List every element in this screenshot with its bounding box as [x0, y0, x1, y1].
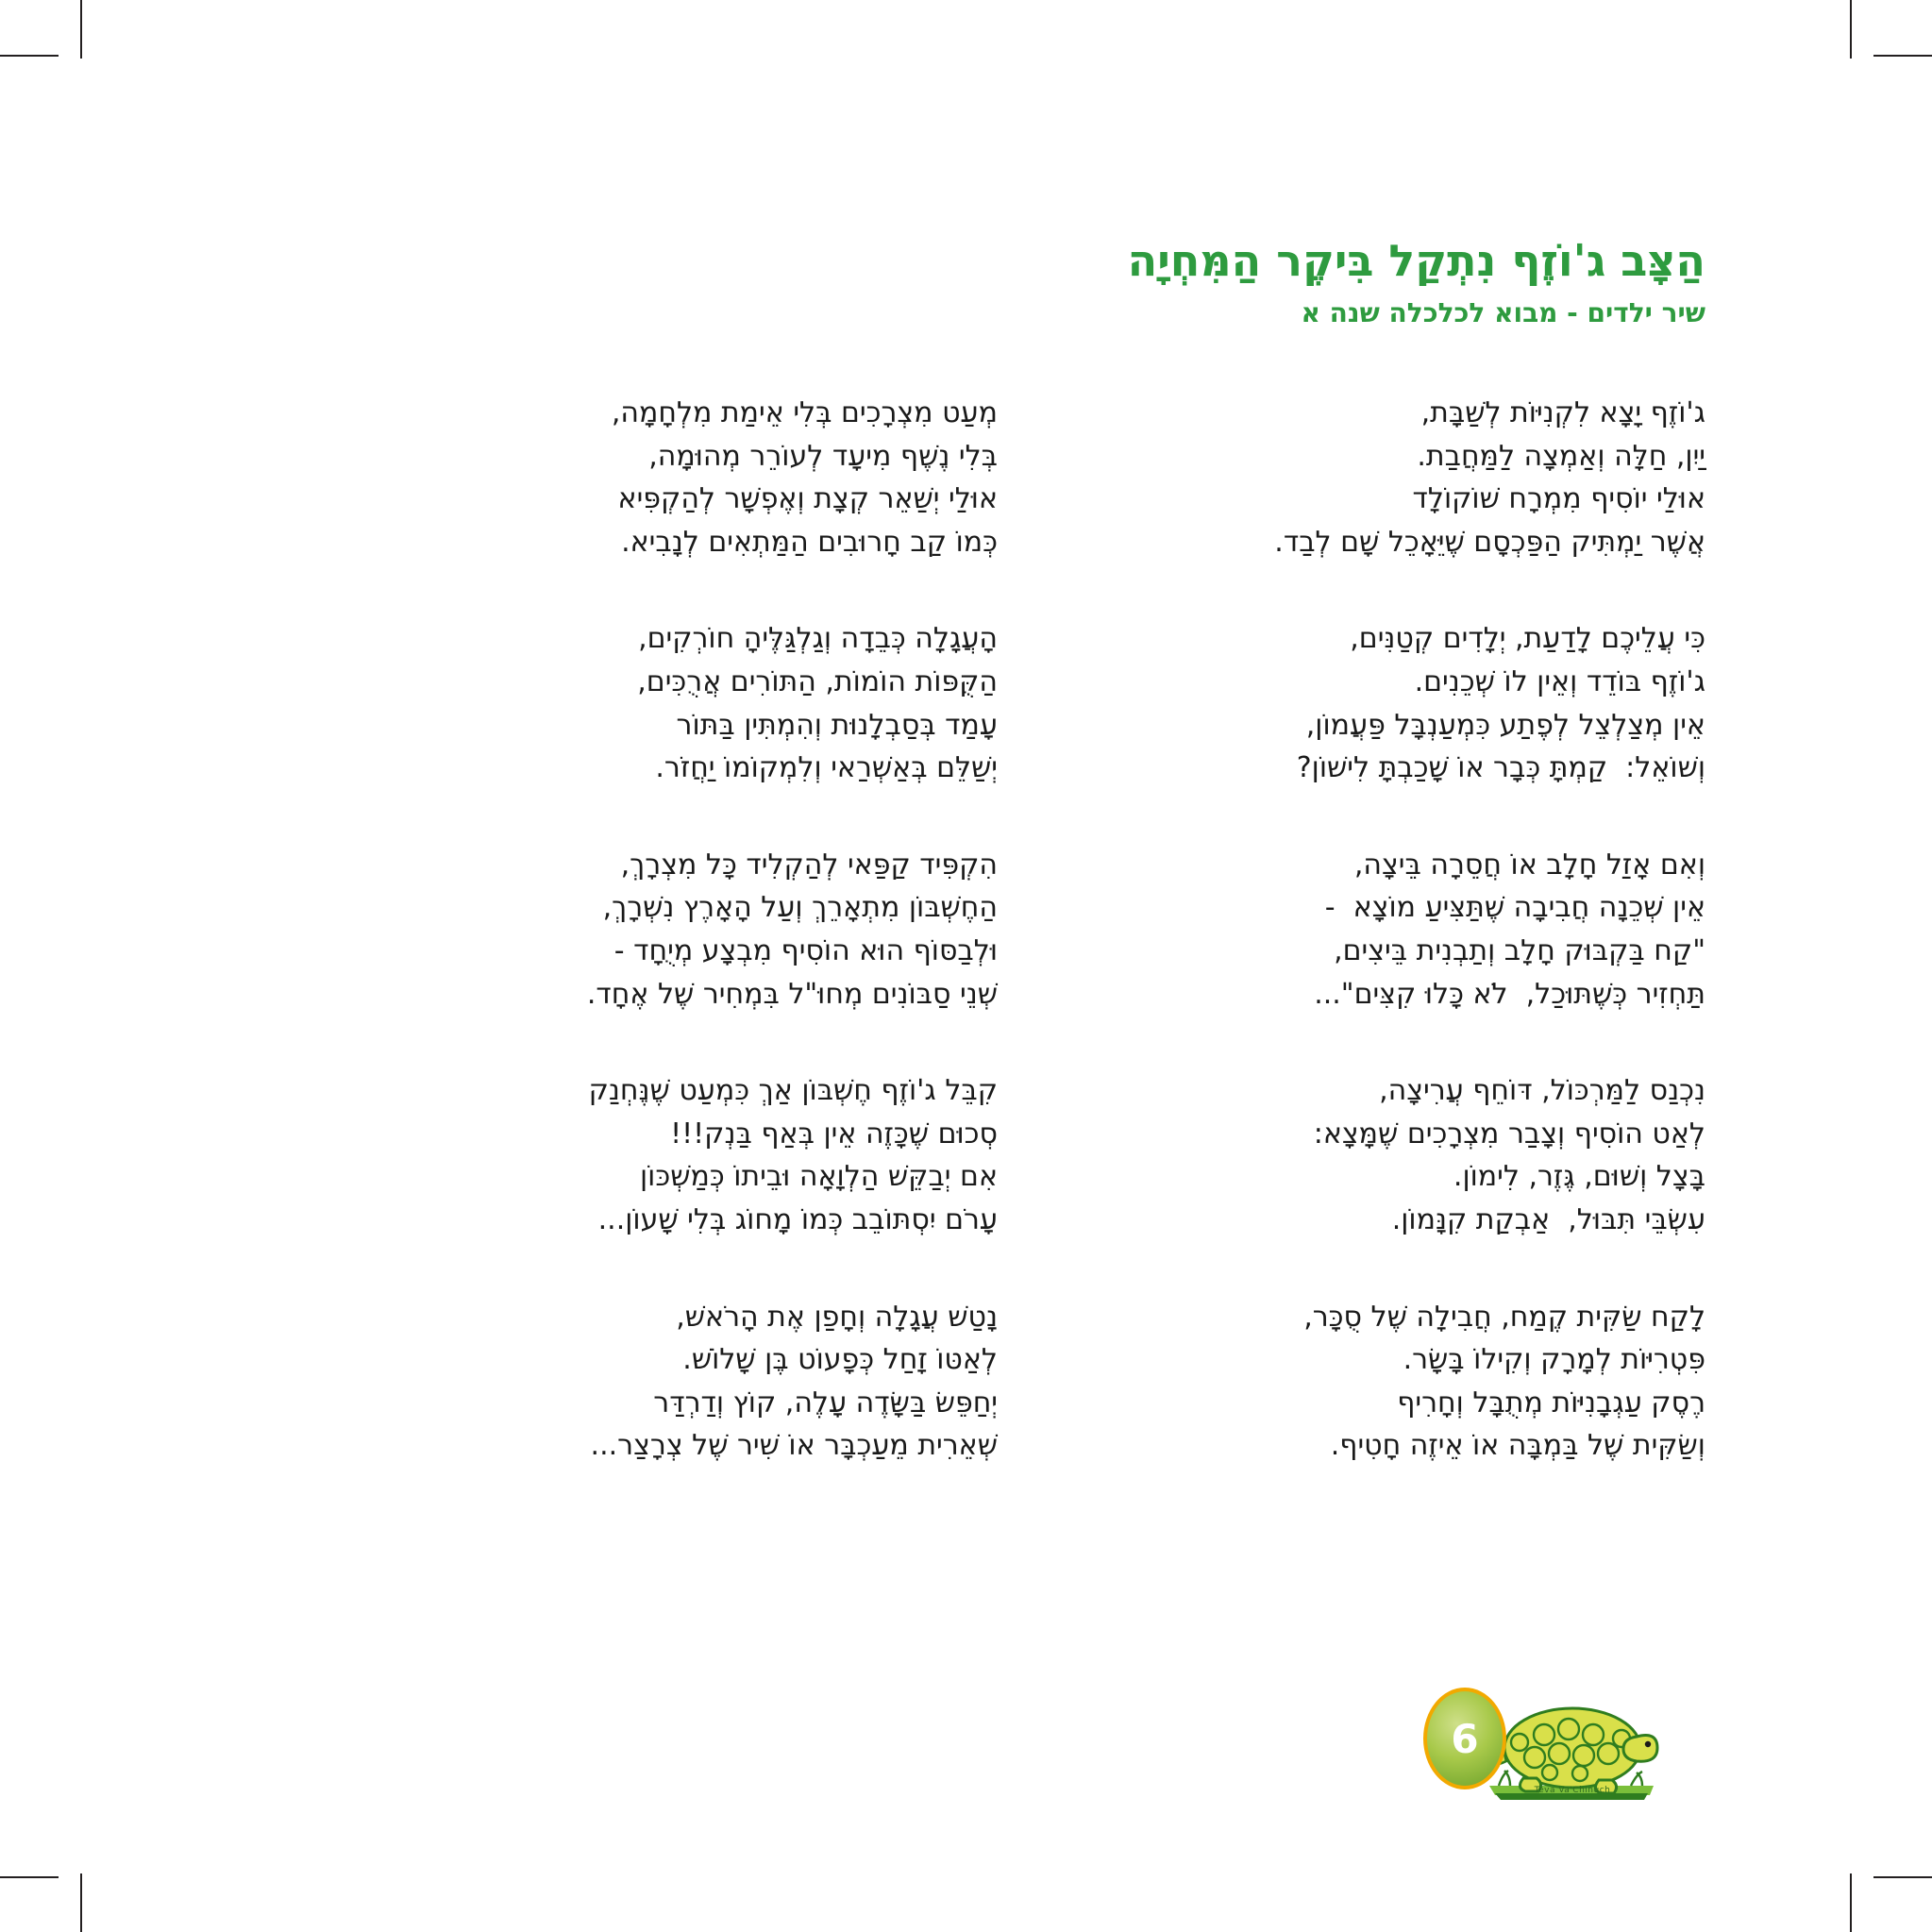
- poem-line: נִכְנַס לַמַּרְכּוֹל, דּוֹחֵף עֲרִיצָה,: [1379, 1074, 1705, 1108]
- poem-line: יְשַׁלֵּם בְּאַשְׁרַאי וְלִמְקוֹמוֹ יַחֲזֹר.: [655, 751, 998, 785]
- poem-line: אוּלַי יְשַׁאֵר קְצָת וְאֶפְשָׁר לְהַקְפִּיא: [617, 482, 998, 516]
- poem-line: ג'וֹזֶף בּוֹדֵד וְאֵין לוֹ שְׁכֵנִים.: [1414, 664, 1705, 698]
- stanza: [1073, 1296, 1705, 1468]
- poem-line: עָרֹם יִסְתּוֹבֵב כְּמוֹ מָחוֹג בְּלִי שָׁעוֹן...: [597, 1202, 998, 1236]
- page-number: 6: [1451, 1715, 1479, 1762]
- poem-line: אֲשֶׁר יַמְתִּיק הַפַּכְסָם שֶׁיֵּאָכֵל שָׁם לְבַד.: [1274, 525, 1705, 559]
- stanza: [365, 1069, 998, 1241]
- poem-line: קִבֵּל ג'וֹזֶף חֶשְׁבּוֹן אַךְ כִּמְעַט שֶׁנֶּחְנַק: [588, 1074, 998, 1108]
- poem-line: בָּצָל וְשׁוּם, גֶּזֶר, לִימוֹן.: [1453, 1160, 1705, 1194]
- poem-line: אִם יְבַקֵּשׁ הַלְוָאָה וּבֵיתוֹ כְּמַשְׁכּוֹן: [640, 1160, 998, 1194]
- poem-line: יְחַפֵּשׂ בַּשָּׂדֶה עָלֶה, קוֹץ וְדַרְדַּר: [653, 1386, 998, 1420]
- stanza: [365, 844, 998, 1016]
- poem-line: וְשׁוֹאֵל: קַמְתָּ כְּבָר אוֹ שָׁכַבְתָּ לִישׁוֹן?: [1296, 751, 1705, 785]
- stanza: [1073, 617, 1705, 789]
- poem-line: תַּחְזִיר כְּשֶׁתּוּכַל, לֹא כָּלוּ קִצִּים"...: [1314, 977, 1705, 1011]
- stanza: [365, 617, 998, 789]
- poem-line: אֵין מְצַלְצֵל לְפֶתַע כִּמְעַנְבָּל פַּעֲמוֹן,: [1305, 708, 1705, 742]
- poem-line: עִשְׂבֵּי תִּבּוּל, אַבְקַת קִנָּמוֹן.: [1391, 1202, 1705, 1236]
- poem-line: נָטַשׁ עֲגָלָה וְחָפַן אֶת הָרֹאשׁ,: [676, 1300, 998, 1334]
- poem-line: שְׁאֵרִית מֵעַכְבָּר אוֹ שִׁיר שֶׁל צְרָצַר...: [590, 1429, 998, 1463]
- poem-line: הָעֲגָלָה כְּבֵדָה וְגַלְגַּלֶּיהָ חוֹרְקִים,: [638, 622, 998, 656]
- poem-line: הַחֶשְׁבּוֹן מִתְאָרֵךְ וְעַל הָאָרֶץ נִשְׁרָךְ,: [602, 891, 998, 925]
- stanza: [365, 392, 998, 563]
- poem-line: עָמַד בְּסַבְלָנוּת וְהִמְתִּין בַּתּוֹר: [676, 708, 998, 742]
- poem-line: מְעַט מִצְרָכִים בְּלִי אֵימַת מִלְחָמָה,: [611, 396, 998, 429]
- poem-line: וּלְבַסּוֹף הוּא הוֹסִיף מִבְצָע מְיֻחָד -: [613, 933, 998, 967]
- page-subtitle: שיר ילדים - מבוא לכלכלה שנה א: [1301, 296, 1705, 328]
- poem-line: שְׁנֵי סַבּוֹנִים מְחוּ"ל בִּמְחִיר שֶׁל אֶחָד.: [586, 977, 998, 1011]
- poem-columns: [0, 392, 1932, 1609]
- poem-line: אוּלַי יוֹסִיף מִמְרָח שׁוֹקוֹלָד: [1412, 482, 1705, 516]
- stanza: [1073, 392, 1705, 563]
- poem-line: הִקְפִּיד קַפַּאי לְהַקְלִיד כָּל מִצְרָךְ,: [620, 848, 998, 882]
- poem-line: לְאַטּוֹ זָחַל כְּפָעוֹט בֶּן שָׁלוֹשׁ.: [682, 1343, 998, 1377]
- poem-line: יַיִן, חַלָּה וְאַמְצָה לַמַּחֲבַת.: [1417, 439, 1705, 473]
- footer-badge: [1423, 1680, 1659, 1807]
- poem-line: הַקֻּפּוֹת הוֹמוֹת, הַתּוֹרִים אֲרֻכִּים,: [637, 664, 998, 698]
- poem-line: "קַח בַּקְבּוּק חָלָב וְתַבְנִית בֵּיצִים,: [1334, 933, 1705, 967]
- poem-line: ג'וֹזֶף יָצָא לִקְנִיּוֹת לְשַׁבָּת,: [1420, 396, 1705, 429]
- poem-line: וְשַׂקִּית שֶׁל בַּמְבָּה אוֹ אֵיזֶה חָטִיף.: [1330, 1429, 1705, 1463]
- poem-line: וְאִם אָזַל חָלָב אוֹ חֲסֵרָה בֵּיצָה,: [1353, 848, 1705, 882]
- logo-caption: Teva Va'Chinuch: [1534, 1786, 1611, 1795]
- stanza: [1073, 1069, 1705, 1241]
- poem-line: לְאַט הוֹסִיף וְצָבַר מִצְרָכִים שֶׁמָּצָא:: [1313, 1117, 1705, 1151]
- title-block: [667, 236, 1705, 328]
- poem-line: פִּטְרִיּוֹת לְמָרָק וְקִילוֹ בָּשָׂר.: [1403, 1343, 1705, 1377]
- stanza: [1073, 844, 1705, 1016]
- poem-column-left: [365, 392, 998, 1468]
- poem-line: אֵין שְׁכֵנָה חֲבִיבָה שֶׁתַּצִּיעַ מוֹצָא -: [1324, 891, 1705, 925]
- poem-line: לָקַח שַׂקִּית קֶמַח, חֲבִילָה שֶׁל סֻכָּר,: [1303, 1300, 1705, 1334]
- poem-column-right: [1073, 392, 1705, 1468]
- poem-line: בְּלִי נֶשֶׁף מִיעָד לְעוֹרֵר מְהוּמָה,: [648, 439, 998, 473]
- page-title: הַצָּב ג'וֹזֶף נִתְקַל בִּיקֶר הַמִּחְיָה: [1127, 235, 1705, 286]
- stanza: [365, 1296, 998, 1468]
- poem-line: סְכוּם שֶׁכָּזֶה אֵין בְּאַף בַּנְק!!!: [670, 1117, 998, 1151]
- poem-line: כְּמוֹ קַב חָרוּבִים הַמַּתְאִים לְנָבִיא.: [621, 525, 998, 559]
- poem-line: רֶסֶק עַגְבָנִיּוֹת מְתֻבָּל וְחָרִיף: [1397, 1386, 1705, 1420]
- poem-line: כִּי עֲלֵיכֶם לָדַעַת, יְלָדִים קְטַנִּים,: [1350, 622, 1705, 656]
